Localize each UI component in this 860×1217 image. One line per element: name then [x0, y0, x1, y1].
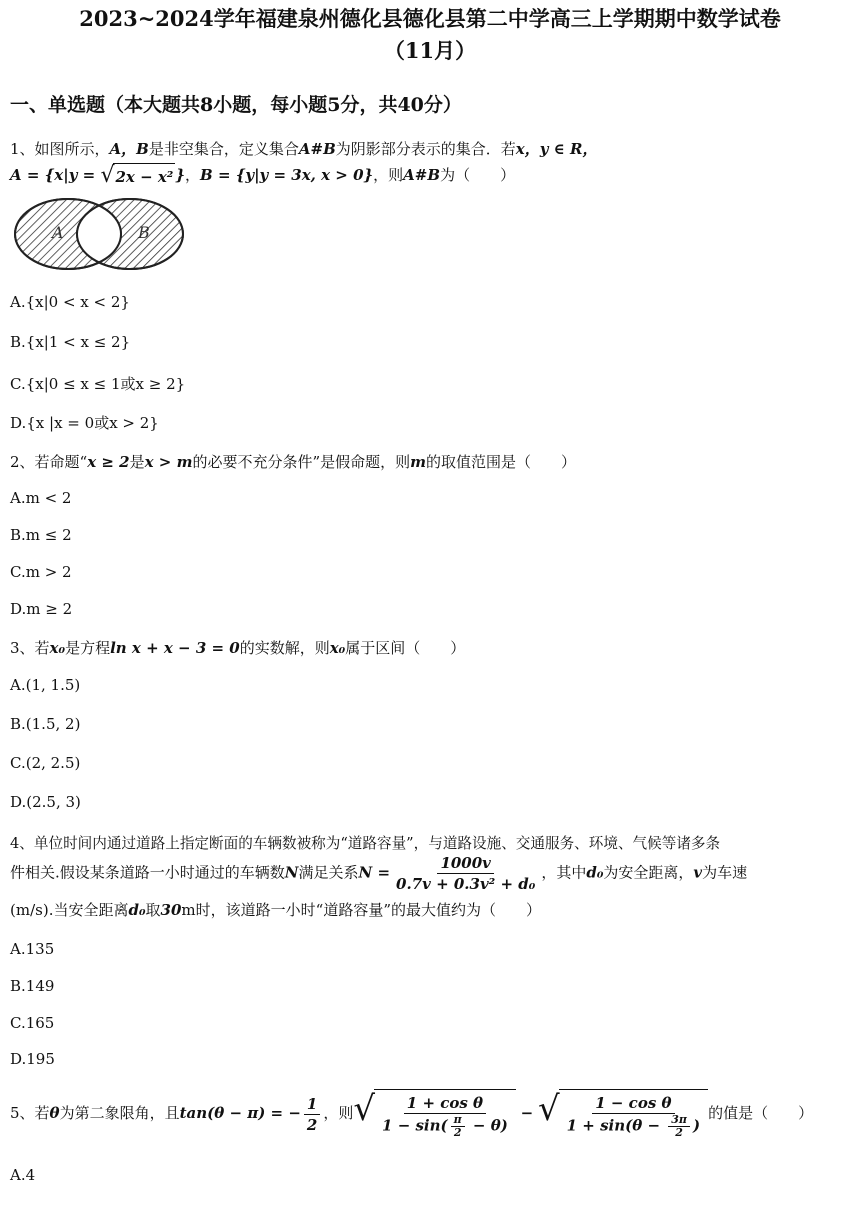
- q1-sets-ab: A，B: [109, 140, 149, 158]
- q1-text-1: 1、如图所示，: [10, 140, 110, 158]
- venn-label-a: A: [52, 223, 64, 242]
- question-1-sets: [10, 162, 850, 190]
- q4-option-b[interactable]: B.149: [10, 977, 55, 995]
- question-4-line1: 4、单位时间内通过道路上指定断面的车辆数被称为“道路容量”，与道路设施、交通服务、环境、气候等诸多条: [10, 835, 721, 852]
- paper-title-month: （11月）: [383, 38, 477, 63]
- q2-option-a[interactable]: A.m < 2: [10, 489, 72, 507]
- q1-sqrt: √ 2x − x²: [100, 162, 174, 188]
- venn-diagram: [10, 196, 190, 274]
- q1-text-5: ，则: [373, 166, 404, 184]
- q3-option-a[interactable]: A.(1, 1.5): [10, 676, 81, 694]
- q3-option-c[interactable]: C.(2, 2.5): [10, 754, 81, 772]
- q4-fraction: $\frac{1000v}{\text{0.7v + 0.3v² + d₀}}$: [396, 854, 536, 893]
- q1-option-c[interactable]: C.{x|0 ≤ x ≤ 1或x ≥ 2}: [10, 375, 186, 393]
- question-1-stem: [10, 136, 850, 162]
- question-4-line2: 件相关.假设某条道路一小时通过的车辆数N满足关系N = $\frac{1000v}{\text{0.7v + 0.3v² + d₀}}$ ，其中d₀为安全距离，v为车速: [10, 854, 748, 893]
- q5-sqrt-1: √ 1 + cos θ 1 − sin( $\frac{\pi}{2}$ − θ): [353, 1089, 515, 1140]
- q1-text-6: 为（ ）: [440, 166, 516, 184]
- q1-xy: x，y ∈ R，: [515, 140, 598, 158]
- q1-text-2: 是非空集合，定义集合: [148, 140, 299, 158]
- q1-text-4: ，: [185, 166, 201, 184]
- question-3-stem: 3、若x₀是方程ln x + x − 3 = 0的实数解，则x₀属于区间（ ）: [10, 639, 466, 657]
- q4-option-d[interactable]: D.195: [10, 1050, 55, 1068]
- venn-label-b: B: [138, 223, 150, 242]
- q1-text-3: 为阴影部分表示的集合．若: [335, 140, 516, 158]
- q3-option-b[interactable]: B.(1.5, 2): [10, 715, 81, 733]
- q2-option-d[interactable]: D.m ≥ 2: [10, 600, 73, 618]
- q5-sqrt-2: √ 1 − cos θ 1 + sin(θ − $\frac{3\pi}{2}$ ): [538, 1089, 708, 1140]
- q1-ahb-2: A#B: [403, 166, 441, 184]
- q2-option-c[interactable]: C.m > 2: [10, 563, 72, 581]
- q1-ahb: A#B: [298, 140, 336, 158]
- q1-setA-radicand: 2x − x²: [113, 163, 175, 190]
- q3-option-d[interactable]: D.(2.5, 3): [10, 793, 81, 811]
- q5-half: $\frac{1}{2}$: [304, 1094, 320, 1135]
- q1-option-a[interactable]: A.{x|0 < x < 2}: [10, 293, 130, 311]
- section-heading: 一、单选题（本大题共8小题，每小题5分，共40分）: [10, 94, 462, 116]
- q1-setA-end: }: [175, 166, 186, 184]
- q2-option-b[interactable]: B.m ≤ 2: [10, 526, 72, 544]
- question-5-stem: 5、若θ为第二象限角，且tan(θ − π) = − $\frac{1}{2}$ ，则 √ 1 + cos θ 1 − sin( $\frac{\pi}{2}$ − θ) − √ 1 − cos θ 1 + sin(θ − $\frac{3\pi}{2}$ ) 的值是（ ）: [10, 1088, 814, 1139]
- q1-option-b[interactable]: B.{x|1 < x ≤ 2}: [10, 333, 131, 351]
- q1-setB: B = {y|y = 3x, x > 0}: [200, 166, 374, 184]
- q1-setA-lhs: A = {x|y =: [10, 166, 101, 184]
- q4-option-c[interactable]: C.165: [10, 1014, 55, 1032]
- q5-option-a[interactable]: A.4: [10, 1166, 36, 1184]
- q4-option-a[interactable]: A.135: [10, 940, 55, 958]
- question-2-stem: 2、若命题“x ≥ 2是x > m的必要不充分条件”是假命题，则m的取值范围是（ ）: [10, 453, 577, 471]
- paper-title: 2023~2024学年福建泉州德化县德化县第二中学高三上学期期中数学试卷: [79, 6, 781, 31]
- question-4-line3: (m/s).当安全距离d₀取30m时，该道路一小时“道路容量”的最大值约为（ ）: [10, 901, 541, 919]
- q1-option-d[interactable]: D.{x |x = 0或x > 2}: [10, 414, 159, 432]
